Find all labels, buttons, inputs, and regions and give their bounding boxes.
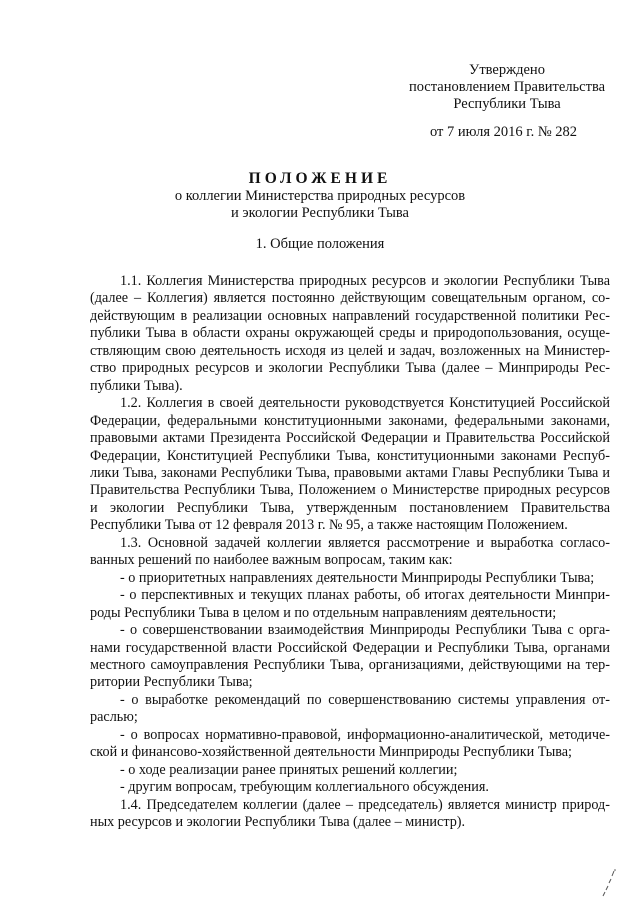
approval-republic: Республики Тыва bbox=[453, 96, 561, 112]
paragraph-1-1: 1.1. Коллегия Министерства природных ресурсов и экологии Республики Тыва (далее – Коллегия) является постоянно действующим совещательным органом, содействующим в реализации основных направлений государственной политики Республики Тыва в области охраны окружающей среды и природопользования, осуществляющим свою деятельность исходя из целей и задач, возложенных на Министерство природных ресурсов и экологии Республики Тыва (далее – Минприроды Республики Тыва). bbox=[90, 273, 610, 394]
approval-resolution: постановлением Правительства bbox=[408, 79, 606, 95]
scan-mark-icon bbox=[600, 868, 622, 898]
approval-block bbox=[402, 62, 612, 113]
section-heading: 1. Общие положения bbox=[255, 236, 385, 252]
approval-date: от 7 июля 2016 г. № 282 bbox=[430, 124, 578, 140]
list-item-progress: - о ходе реализации ранее принятых решений коллегии; bbox=[120, 761, 458, 778]
list-item-cooperation: - о совершенствовании взаимодействия Минприроды Республики Тыва с органами государственной власти Российской Федерации и Республики Тыва, органами местного самоуправления Республики Тыва, организациями, действующими на территории Республики Тыва; bbox=[90, 622, 610, 691]
approval-approved: Утверждено bbox=[469, 62, 545, 78]
list-item-other: - другим вопросам, требующим коллегиального обсуждения. bbox=[120, 779, 489, 796]
document-subtitle-line-1: о коллегии Министерства природных ресурсов bbox=[174, 188, 466, 204]
list-item-plans: - о перспективных и текущих планах работы, об итогах деятельности Минприроды Республики Тыва в целом и по отдельным направлениям деятельности; bbox=[90, 587, 610, 621]
list-item-priorities: - о приоритетных направлениях деятельности Минприроды Республики Тыва; bbox=[120, 569, 595, 586]
document-body bbox=[90, 273, 610, 832]
paragraph-1-2: 1.2. Коллегия в своей деятельности руководствуется Конституцией Российской Федерации, федеральными конституционными законами, федеральными законами, правовыми актами Президента Российской Федерации и Правительства Российской Федерации, Конституцией Республики Тыва, конституционными законами Республики Тыва, законами Республики Тыва, правовыми актами Главы Республики Тыва и Правительства Республики Тыва, Положением о Министерстве природных ресурсов и экологии Республики Тыва, утвержденным постановлением Правительства Республики Тыва от 12 февраля 2013 г. № 95, а также настоящим Положением. bbox=[90, 395, 610, 534]
document-title: ПОЛОЖЕНИЕ bbox=[248, 170, 392, 187]
document-subtitle-line-2: и экологии Республики Тыва bbox=[231, 205, 409, 221]
document-title-block bbox=[0, 170, 640, 222]
list-item-regulatory: - о вопросах нормативно-правовой, информационно-аналитической, методической и финансово-хозяйственной деятельности Минприроды Республики Тыва; bbox=[90, 726, 610, 761]
paragraph-1-3: 1.3. Основной задачей коллегии является рассмотрение и выработка согласованных решений по наиболее важным вопросам, таким как: bbox=[90, 534, 610, 569]
paragraph-1-4: 1.4. Председателем коллегии (далее – председатель) является министр природных ресурсов и экологии Республики Тыва (далее – министр). bbox=[90, 796, 610, 831]
list-item-recommendations: - о выработке рекомендаций по совершенствованию системы управления отраслью; bbox=[90, 691, 610, 726]
